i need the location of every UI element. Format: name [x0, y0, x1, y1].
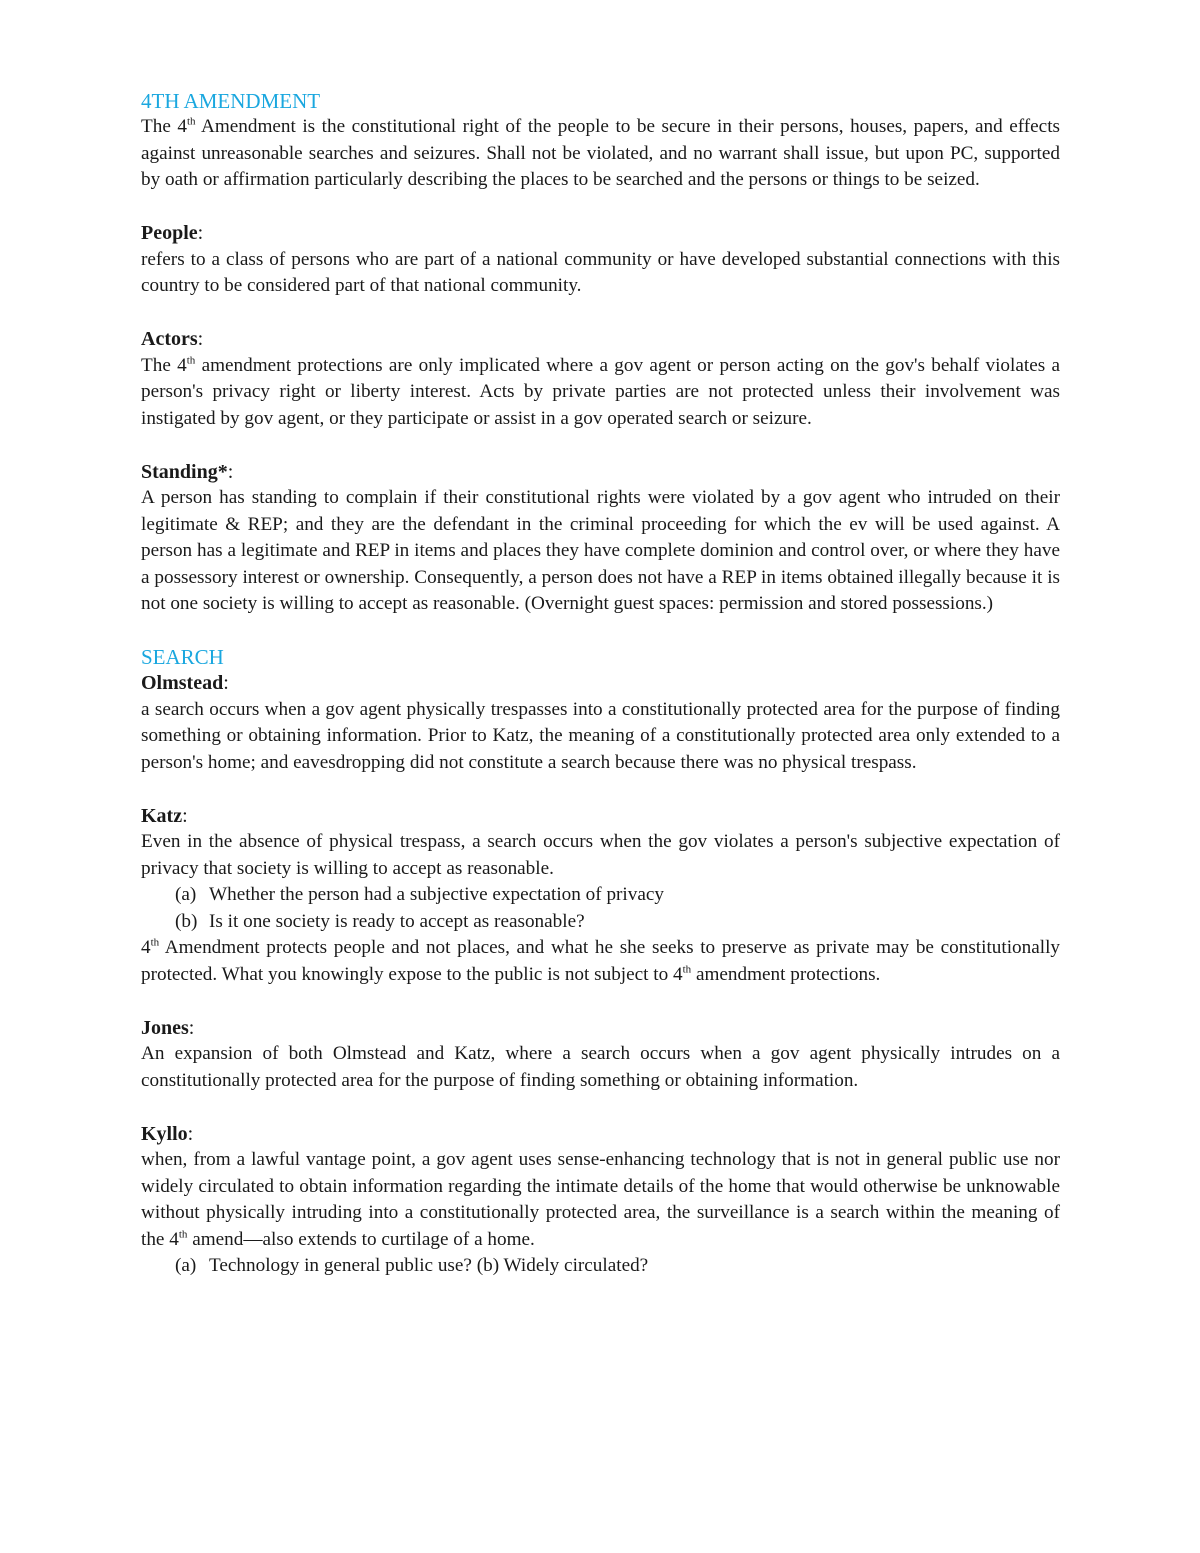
heading-olmstead: Olmstead:	[141, 672, 229, 694]
heading-people: People:	[141, 222, 204, 244]
kyllo-text: when, from a lawful vantage point, a gov agent uses sense-enhancing technology that is not in general public use nor widely circulated to obtain information regarding the intimate details of the home that would otherwise be unknowable without physically intruding into a constitutionally protected area, the surveillance is a search within the meaning of the 4th amend—also extends to curtilage of a home.	[141, 1149, 1060, 1250]
heading-standing: Standing*:	[141, 460, 234, 483]
heading-kyllo: Kyllo:	[141, 1122, 194, 1145]
jones-text: An expansion of both Olmstead and Katz, where a search occurs when a gov agent physically intrudes on a constitutionally protected area for the purpose of finding something or obtaining information.	[141, 1043, 1060, 1091]
heading-katz: Katz:	[141, 804, 188, 827]
section-title-4th-amendment: 4TH AMENDMENT	[141, 89, 321, 113]
heading-actors: Actors:	[141, 328, 204, 350]
katz-text: Even in the absence of physical trespass, a search occurs when the gov violates a person's subjective expectation of privacy that society is willing to accept as reasonable.	[141, 831, 1060, 879]
heading-jones: Jones:	[141, 1016, 195, 1039]
actors-text: The 4th amendment protections are only implicated where a gov agent or person acting on the gov's behalf violates a person's privacy right or liberty interest. Acts by private parties are not protected unless their involvement was instigated by gov agent, or they participate or assist in a gov operated search or seizure.	[141, 354, 1060, 429]
olmstead-text: a search occurs when a gov agent physically trespasses into a constitutionally protected area for the purpose of finding something or obtaining information. Prior to Katz, the meaning of a constitutionally protected area only extended to a person's home; and eavesdropping did not constitute a search because there was no physical trespass.	[141, 698, 1060, 773]
people-text: refers to a class of persons who are part of a national community or have developed substantial connections with this country to be considered part of that national community.	[141, 248, 1060, 296]
amendment-intro: The 4th Amendment is the constitutional right of the people to be secure in their persons, houses, papers, and effects against unreasonable searches and seizures. Shall not be violated, and no warrant shall issue, but upon PC, supported by oath or affirmation particularly describing the places to be searched and the persons or things to be seized.	[141, 115, 1060, 190]
kyllo-item: (a) Technology in general public use? (b) Widely circulated?	[175, 1255, 649, 1276]
katz-item-b: (b) Is it one society is ready to accept as reasonable?	[175, 910, 585, 932]
section-title-search: SEARCH	[141, 645, 224, 669]
katz-after-text: 4th Amendment protects people and not places, and what he she seeks to preserve as private may be constitutionally protected. What you knowingly expose to the public is not subject to 4th amendment protections.	[141, 936, 1060, 985]
standing-text: A person has standing to complain if their constitutional rights were violated by a gov agent who intruded on their legitimate & REP; and they are the defendant in the criminal proceeding for which the ev will be used against. A person has a legitimate and REP in items and places they have complete dominion and control over, or where they have a possessory interest or ownership. Consequently, a person does not have a REP in items obtained illegally because it is not one society is willing to accept as reasonable. (Overnight guest spaces: permission and stored possessions.)	[141, 487, 1060, 614]
katz-item-a: (a) Whether the person had a subjective expectation of privacy	[175, 884, 664, 905]
